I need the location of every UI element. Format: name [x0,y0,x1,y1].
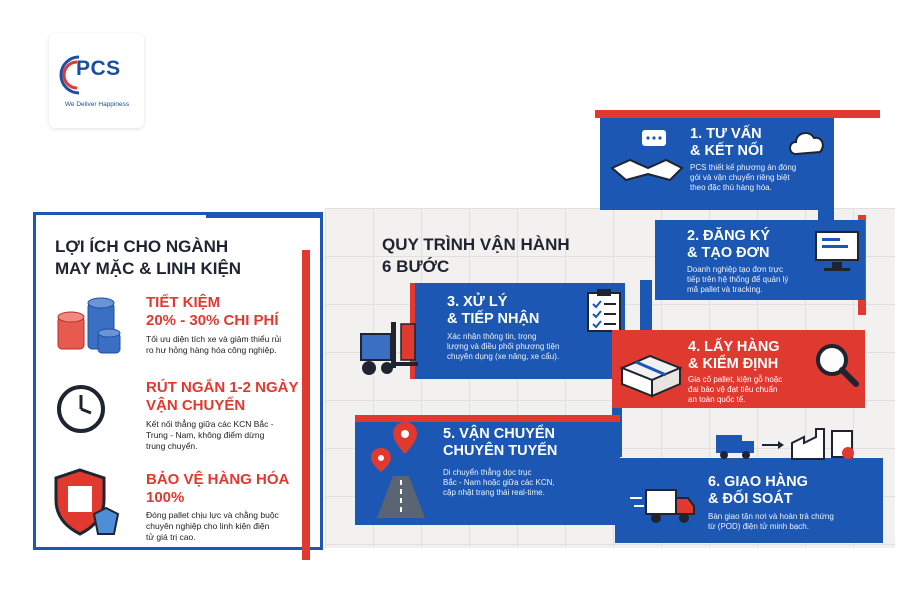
benefit-1-title-line1: TIẾT KIỆM [146,294,221,311]
step-3-title-line2: & TIẾP NHẬN [447,311,540,327]
process-heading-line2: 6 BƯỚC [382,257,450,276]
step-6-title-line1: 6. GIAO HÀNG [708,474,808,490]
benefit-3-desc [146,510,279,543]
step-2-title-line2: & TẠO ĐƠN [687,245,770,261]
step-2-title-line1: 2. ĐĂNG KÝ [687,228,770,244]
pcs-logo [49,33,144,128]
step-3-desc-line3: chuyên dụng (xe nâng, xe cẩu). [447,352,560,361]
benefit-1-desc [146,334,281,356]
step-3-title [447,294,539,328]
logo-tagline: We Deliver Happiness [64,101,130,108]
step-3-title-line1: 3. XỬ LÝ [447,294,508,310]
benefit-2-title-line2: VẬN CHUYỂN [146,397,246,414]
step-1-title-line1: 1. TƯ VẤN [690,126,762,142]
benefits-heading [55,236,241,280]
step-1-desc [690,163,796,193]
process-heading-line1: QUY TRÌNH VẬN HÀNH [382,235,570,254]
step-4-desc-line2: đai bảo vệ đạt tiêu chuẩn [688,385,778,394]
step-5-desc-line2: Bắc - Nam hoặc giữa các KCN, [443,478,555,487]
benefit-3-title-line2: 100% [146,489,185,506]
step-6-title [708,474,808,508]
step-1-title [690,126,763,160]
step-6-desc-line1: Bàn giao tận nơi và hoàn trả chứng [708,512,834,521]
clock-icon [55,383,107,435]
step-4-desc-line1: Gia cố pallet, kiện gỗ hoặc [688,375,783,384]
step-4-title-line1: 4. LẤY HÀNG [688,339,780,355]
step-2-desc [687,265,788,295]
benefit-3-desc-line3: tử giá trị cao. [146,532,196,542]
logo-text: PCS [76,57,121,80]
step-4-desc [688,375,782,405]
coins-icon [52,295,124,357]
step-2-desc-line2: tiếp trên hệ thống để quản lý [687,275,789,284]
benefit-2-title-line1: RÚT NGẮN 1-2 NGÀY [146,379,299,396]
benefit-2-title [146,379,299,415]
step-2-title [687,228,770,262]
step-5-desc-line3: cập nhật trạng thái real-time. [443,488,545,497]
step-3-desc-line1: Xác nhận thông tin, trọng [447,332,537,341]
process-heading [382,234,570,278]
benefit-1-desc-line2: ro hư hỏng hàng hóa công nghiệp. [146,345,277,355]
connector-top-red [595,110,880,118]
step-1-desc-line1: PCS thiết kế phương án đóng [690,163,797,172]
benefit-3-desc-line2: chuyên nghiệp cho linh kiện điện [146,521,270,531]
benefit-3-desc-line1: Đóng pallet chịu lực và chằng buộc [146,510,279,520]
clipboard-icon [585,288,623,334]
step-5-title-line2: CHUYÊN TUYẾN [443,443,558,459]
step-5-title-line1: 5. VẬN CHUYỂN [443,426,555,442]
step-6-desc-line2: từ (POD) điện tử minh bạch. [708,522,809,531]
shield-icon [54,468,124,540]
panel-accent [206,212,323,218]
step-3-desc-line2: lượng và điều phối phương tiện [447,342,560,351]
step-4-title-line2: & KIỂM ĐỊNH [688,356,779,372]
benefit-3-title [146,471,289,507]
step-4-title [688,339,780,373]
step-5-desc [443,468,555,498]
pallet-icon [616,350,686,402]
benefit-2-desc-line1: Kết nối thẳng giữa các KCN Bắc - [146,419,274,429]
cloud-chat-icon [788,128,828,162]
step-4-desc-line3: an toàn quốc tế. [688,395,746,404]
step-5-desc-line1: Di chuyển thẳng dọc trục [443,468,532,477]
step-1-desc-line3: theo đặc thù hàng hóa. [690,183,772,192]
benefit-1-title [146,294,279,330]
step-6-desc [708,512,834,532]
benefit-1-desc-line1: Tối ưu diện tích xe và giảm thiểu rủi [146,334,282,344]
step-2-desc-line1: Doanh nghiệp tạo đơn trực [687,265,783,274]
step-5-title [443,426,557,460]
benefits-heading-line1: LỢI ÍCH CHO NGÀNH [55,237,229,256]
step-2-desc-line3: mã pallet và tracking. [687,285,763,294]
monitor-icon [812,228,862,274]
benefit-3-title-line1: BẢO VỆ HÀNG HÓA [146,471,290,488]
truck-factory-icon [712,425,862,463]
step-1-title-line2: & KẾT NỐI [690,143,764,159]
benefit-2-desc-line3: trung chuyển. [146,441,198,451]
step-1-desc-line2: gói và vận chuyển riêng biệt [690,173,790,182]
step-3-desc [447,332,559,362]
route-road-icon [365,420,435,520]
handshake-icon [608,124,688,194]
benefit-1-title-line2: 20% - 30% CHI PHÍ [146,312,279,329]
benefit-2-desc [146,419,274,452]
delivery-truck-icon [630,484,696,528]
magnifier-icon [812,340,862,390]
panel-red-stripe [302,250,310,560]
forklift-icon [355,318,435,380]
benefit-2-desc-line2: Trung - Nam, không điểm dừng [146,430,265,440]
step-6-title-line2: & ĐỐI SOÁT [708,491,793,507]
benefits-heading-line2: MAY MẶC & LINH KIỆN [55,259,242,278]
